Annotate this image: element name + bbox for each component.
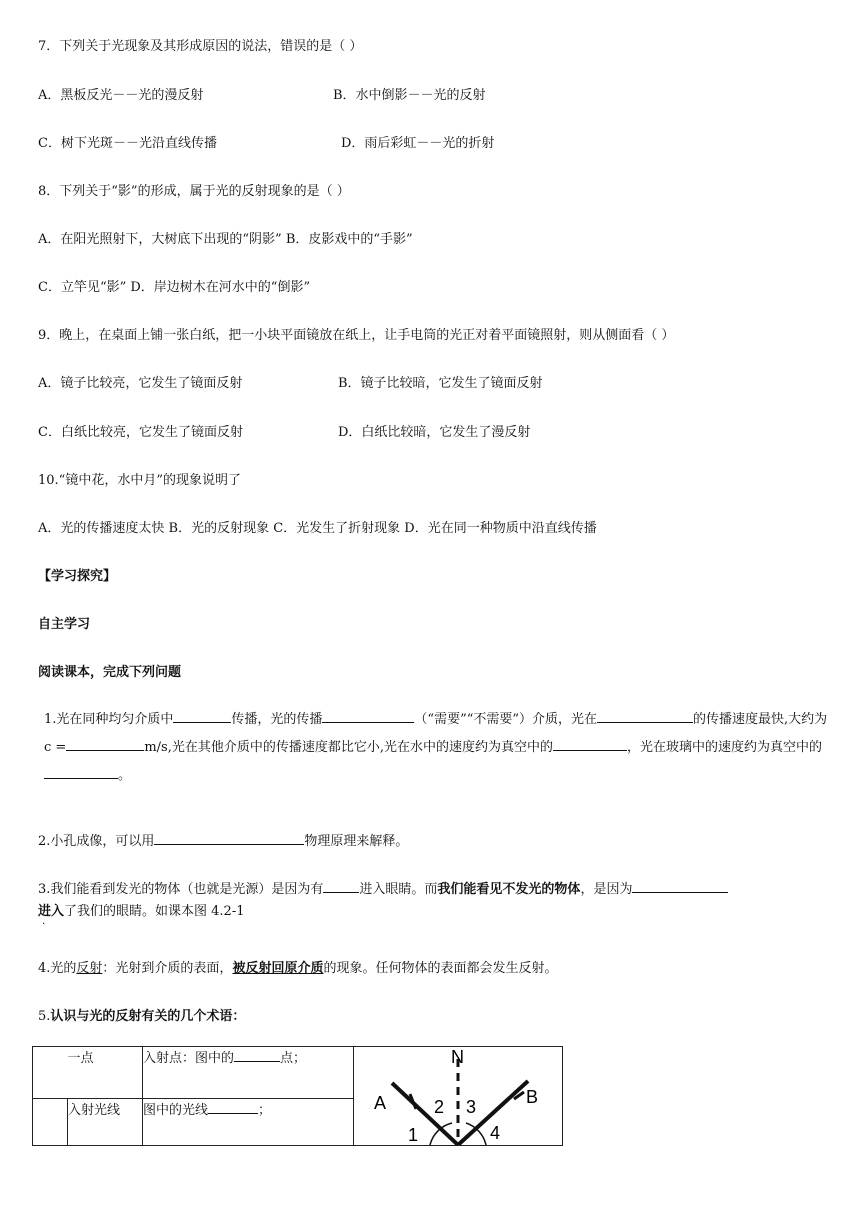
fill-question-1 <box>44 706 834 790</box>
q3-text-2: 进入眼睛。而 <box>359 882 438 897</box>
question-7-option-c: C．树下光斑－－光沿直线传播 <box>38 136 217 151</box>
question-7-stem: 7．下列关于光现象及其形成原因的说法，错误的是（ ） <box>38 39 363 54</box>
table-blank-point[interactable] <box>234 1047 280 1062</box>
subheading-self-study: 自主学习 <box>38 617 91 632</box>
label-a: A <box>374 1093 387 1113</box>
q2-blank-1[interactable] <box>154 830 304 845</box>
fill-question-2 <box>38 830 408 851</box>
table-cell-incident-point <box>143 1047 354 1099</box>
incident-ray <box>392 1083 458 1145</box>
reflection-diagram-svg <box>354 1047 562 1145</box>
q1-text-4: 的传播速度最快,大约为 c = <box>44 712 828 755</box>
table-cell-one-point <box>68 1047 143 1099</box>
q1-blank-3[interactable] <box>597 708 693 723</box>
table-label-incident-ray: 入射光线 <box>68 1102 121 1118</box>
table-cell-blank-left <box>33 1098 68 1145</box>
definition-4 <box>38 960 557 978</box>
q3-text-1: 3.我们能看到发光的物体（也就是光源）是因为有 <box>38 882 324 897</box>
q1-text-1: 1.光在同种均匀介质中 <box>44 712 174 727</box>
question-7-option-a: A．黑板反光－－光的漫反射 <box>38 88 204 103</box>
q4-text-5: 的现象。任何物体的表面都会发生反射。 <box>323 961 558 976</box>
q5-text-bold: 认识与光的反射有关的几个术语： <box>50 1009 246 1024</box>
q5-text-1: 5. <box>38 1009 51 1024</box>
table-text-ray: 图中的光线 <box>143 1102 209 1118</box>
q3-blank-1[interactable] <box>323 878 359 893</box>
table-text-incident-point: 入射点：图中的 <box>143 1051 235 1066</box>
table-cell-incident-ray <box>68 1098 143 1145</box>
q1-text-2: 传播，光的传播 <box>231 712 323 727</box>
q4-text-3: ：光射到介质的表面， <box>102 961 233 976</box>
q1-blank-4[interactable] <box>66 736 144 751</box>
label-1: 1 <box>408 1125 419 1145</box>
q1-text-7: 。 <box>118 768 132 783</box>
q1-blank-6[interactable] <box>44 764 118 779</box>
q3-text-enter: 进入 <box>38 904 65 919</box>
q3-blank-2[interactable] <box>632 878 728 893</box>
fill-question-3 <box>38 878 728 899</box>
question-10-stem: 10.“镜中花，水中月”的现象说明了 <box>38 473 241 488</box>
q3-text-6: 了我们的眼睛。如课本图 4.2-1 <box>64 904 245 919</box>
q1-text-6: ，光在玻璃中的速度约为真空中的 <box>626 740 822 755</box>
question-9-option-b: B．镜子比较暗，它发生了镜面反射 <box>338 376 543 391</box>
question-8-options-ab: A．在阳光照射下，大树底下出现的“阴影” B．皮影戏中的“手影” <box>38 232 413 247</box>
q1-text-3: （“需要”“不需要”）介质，光在 <box>414 712 598 727</box>
question-10-options: A．光的传播速度太快 B．光的反射现象 C．光发生了折射现象 D．光在同一种物质中沿直线传播 <box>38 521 597 536</box>
table-text-point-suffix: 点； <box>280 1051 307 1066</box>
question-8-options-cd: C．立竿见“影” D．岸边树木在河水中的“倒影” <box>38 280 311 295</box>
q4-text-1: 4.光的 <box>38 961 77 976</box>
question-7-option-b: B．水中倒影－－光的反射 <box>333 88 486 103</box>
q1-blank-2[interactable] <box>322 708 414 723</box>
reflection-diagram <box>354 1047 563 1146</box>
label-n: N <box>451 1047 464 1067</box>
question-9-stem: 9．晚上，在桌面上铺一张白纸，把一小块平面镜放在纸上，让手电筒的光正对着平面镜照射，则从侧面看（ ） <box>38 328 675 343</box>
table-blank-ray[interactable] <box>208 1099 258 1114</box>
table-cell-incident-ray-text <box>143 1098 354 1145</box>
subheading-read-textbook: 阅读课本，完成下列问题 <box>38 665 182 680</box>
label-3: 3 <box>466 1097 477 1117</box>
table-label-one-point: 一点 <box>67 1051 94 1066</box>
q1-blank-1[interactable] <box>173 708 231 723</box>
emphasis-dot: · <box>42 919 46 930</box>
terms-heading-5 <box>38 1008 245 1026</box>
q2-text-1: 2.小孔成像，可以用 <box>38 834 155 849</box>
label-b: B <box>526 1087 539 1107</box>
question-8-stem: 8．下列关于“影”的形成，属于光的反射现象的是（ ） <box>38 184 350 199</box>
q1-text-5: m/s,光在其他介质中的传播速度都比它小,光在水中的速度约为真空中的 <box>144 740 553 755</box>
label-4: 4 <box>490 1123 501 1143</box>
fill-question-3-line-2 <box>38 903 245 921</box>
table-text-ray-suffix: ； <box>258 1102 272 1118</box>
question-9-option-a: A．镜子比较亮，它发生了镜面反射 <box>38 376 243 391</box>
section-heading: 【学习探究】 <box>38 569 117 584</box>
q3-text-4: ，是因为 <box>580 882 633 897</box>
table-cell-empty <box>33 1047 68 1099</box>
terms-table <box>32 1046 563 1146</box>
label-2: 2 <box>434 1097 445 1117</box>
question-7-option-d: D．雨后彩虹－－光的折射 <box>341 136 495 151</box>
question-9-option-d: D．白纸比较暗，它发生了漫反射 <box>338 425 531 440</box>
q4-text-reflection: 反射 <box>76 961 103 976</box>
q4-text-bold: 被反射回原介质 <box>232 961 324 976</box>
question-9-option-c: C．白纸比较亮，它发生了镜面反射 <box>38 425 243 440</box>
q1-blank-5[interactable] <box>553 736 627 751</box>
q2-text-2: 物理原理来解释。 <box>304 834 409 849</box>
q3-text-bold: 我们能看见不发光的物体 <box>437 882 581 897</box>
